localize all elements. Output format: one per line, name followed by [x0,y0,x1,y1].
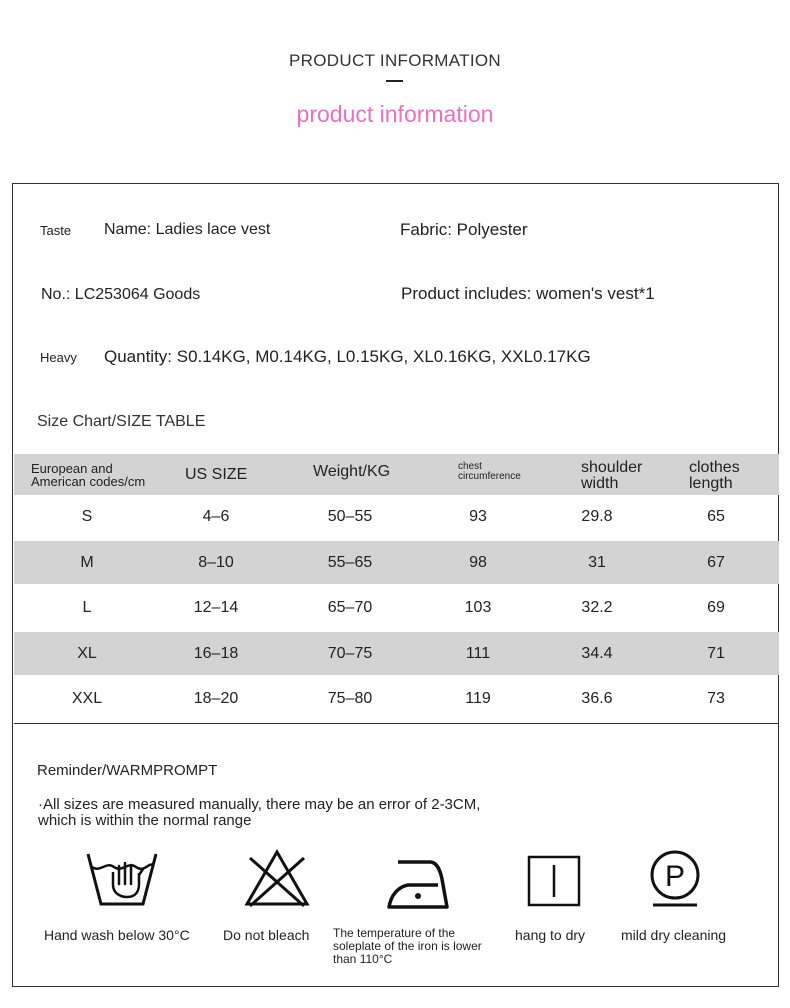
hang-dry-caption: hang to dry [515,927,586,943]
hand-wash-icon [85,850,159,908]
no-bleach-caption: Do not bleach [223,927,310,943]
quantity: Quantity: S0.14KG, M0.14KG, L0.15KG, XL0.16KG, XXL0.17KG [104,347,591,366]
header-eu-codes: European and American codes/cm [31,461,146,489]
product-includes: Product includes: women's vest*1 [401,284,655,303]
page-subtitle: product information [296,101,494,127]
section-divider [14,723,779,724]
dry-clean-caption: mild dry cleaning [621,927,727,943]
header-chest: chest circumference [458,461,521,482]
product-info-panel [12,183,779,987]
header-us-size: US SIZE [185,466,248,483]
header-shoulder: shoulder width [581,459,643,492]
table-row: XL 16–18 70–75 111 34.4 71 [14,632,779,675]
title-divider [386,80,403,82]
size-chart-title: Size Chart/SIZE TABLE [37,413,206,430]
hang-dry-icon [527,855,583,907]
reminder-line-1: ·All sizes are measured manually, there may be an error of 2-3CM, [38,796,481,813]
table-row: S 4–6 50–55 93 29.8 65 [81,508,725,525]
table-row: XXL 18–20 75–80 119 36.6 73 [71,690,725,707]
svg-text:P: P [664,860,686,893]
do-not-bleach-icon [244,848,310,908]
product-number: No.: LC253064 Goods [41,286,201,303]
dry-clean-icon [647,848,703,908]
fabric: Fabric: Polyester [400,220,528,239]
reminder-title: Reminder/WARMPROMPT [37,762,218,779]
table-row: M 8–10 55–65 98 31 67 [14,541,779,584]
size-table-header [14,454,779,495]
heavy-label: Heavy [40,350,77,365]
header-weight: Weight/KG [313,463,391,480]
product-name: Name: Ladies lace vest [104,221,271,238]
table-row: L 12–14 65–70 103 32.2 69 [82,599,725,616]
page-title: PRODUCT INFORMATION [289,51,501,70]
reminder-line-2: which is within the normal range [38,812,252,829]
iron-caption: The temperature of the soleplate of the iron is lower than 110°C [333,926,482,966]
taste-label: Taste [40,223,72,238]
header-length: clothes length [689,459,740,492]
hand-wash-caption: Hand wash below 30°C [44,927,190,943]
iron-icon [386,857,450,911]
